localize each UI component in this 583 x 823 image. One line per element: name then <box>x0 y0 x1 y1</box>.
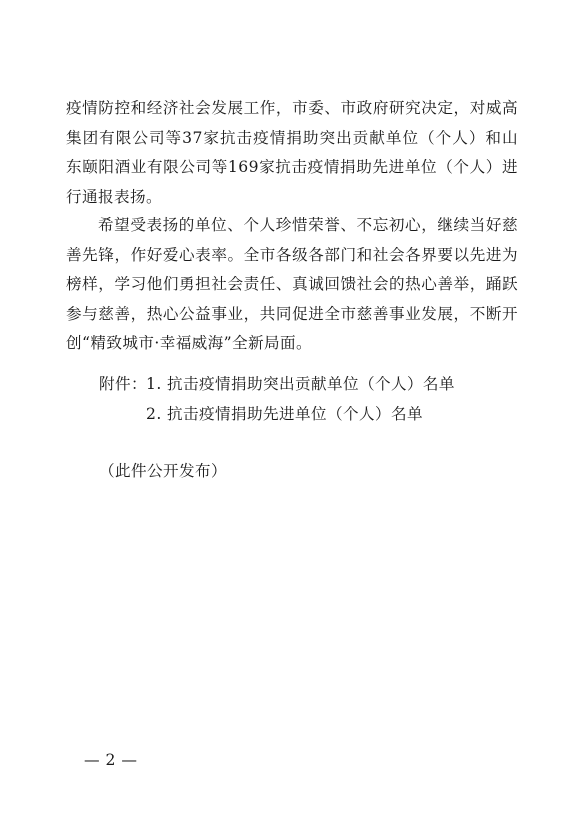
page-number: — 2 — <box>84 751 138 769</box>
attachment-item <box>99 400 455 430</box>
publication-note: （此件公开发布） <box>99 462 227 480</box>
attachment-label: 附件： <box>99 375 147 393</box>
attachment-item-text: 2. 抗击疫情捐助先进单位（个人）名单 <box>146 404 423 423</box>
body-paragraph-2: 希望受表扬的单位、个人珍惜荣誉、不忘初心，继续当好慈善先锋，作好爱心表率。全市各级各部门和社会各界要以先进为榜样，学习他们勇担社会责任、真诚回馈社会的热心善举，踊跃参与慈善，热心公益事业，共同促进全市慈善事业发展，不断开创“精致城市·幸福威海”全新局面。 <box>66 216 518 352</box>
attachment-item-text: 1. 抗击疫情捐助突出贡献单位（个人）名单 <box>146 375 455 393</box>
attachment-list <box>99 370 455 429</box>
attachment-item <box>99 370 455 400</box>
body-paragraph-1: 疫情防控和经济社会发展工作，市委、市政府研究决定，对威高集团有限公司等37家抗击疫情捐助突出贡献单位（个人）和山东颐阳酒业有限公司等169家抗击疫情捐助先进单位（个人）进行通报表扬。 <box>66 99 518 206</box>
